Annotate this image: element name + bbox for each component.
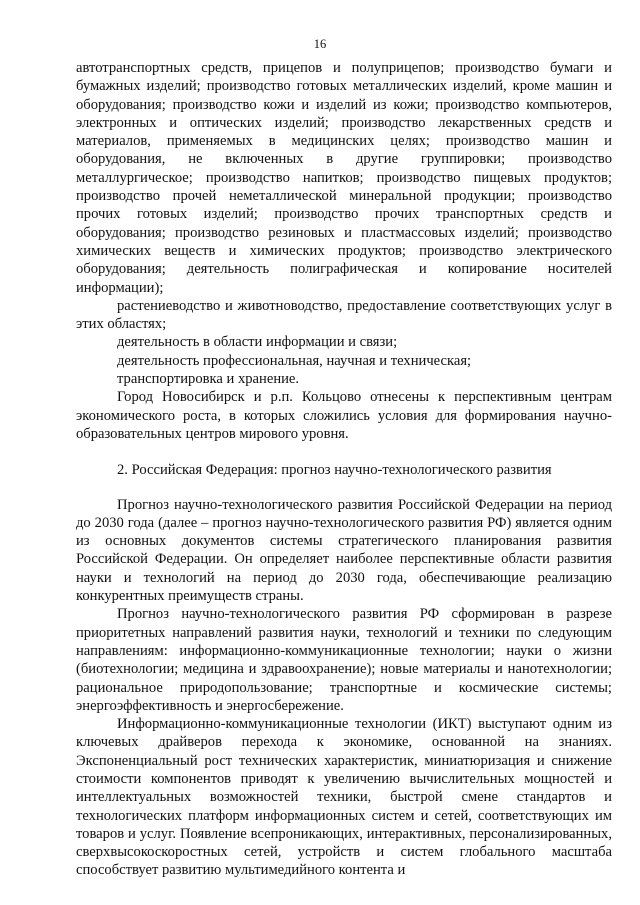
spacer [76, 443, 612, 461]
paragraph-forecast-intro: Прогноз научно-технологического развития Российской Федерации на период до 2030 года (далее – прогноз научно-технологического развития РФ) является одним из основных документов системы стратегического планирования развития Российской Федерации. Он определяет наиболее перспективные области развития науки и технологий на период до 2030 года, обеспечивающие реализацию конкурентных преимуществ страны. [76, 496, 612, 605]
paragraph-agriculture: растениеводство и животноводство, предоставление соответствующих услуг в этих областях; [76, 297, 612, 333]
body-text [76, 59, 612, 880]
section-heading: 2. Российская Федерация: прогноз научно-технологического развития [117, 462, 552, 479]
spacer [76, 480, 612, 496]
paragraph-novosibirsk: Город Новосибирск и р.п. Кольцово отнесены к перспективным центрам экономического роста, в которых сложились условия для формирования научно-образовательных центров мирового уровня. [76, 389, 612, 442]
paragraph-forecast-directions: Прогноз научно-технологического развития РФ сформирован в разрезе приоритетных направлений развития науки, технологий и техники по следующим направлениям: информационно-коммуникационные технологии; науки о жизни (биотехнологии; медицина и здравоохранение); новые материалы и нанотехнологии; рациональное природопользование; транспортные и космические системы; энергоэффективность и энергосбережение. [76, 606, 612, 714]
paragraph-industries-list: автотранспортных средств, прицепов и полуприцепов; производство бумаги и бумажных изделий; производство готовых металлических изделий, кроме машин и оборудования; производство кожи и изделий из кожи; производство компьютеров, электронных и оптических изделий; производство лекарственных средств и материалов, применяемых в медицинских целях; производство машин и оборудования, не включенных в другие группировки; производство металлургическое; производство напитков; производство пищевых продуктов; производство прочей неметаллической минеральной продукции; производство прочих готовых изделий; производство прочих транспортных средств и оборудования; производство резиновых и пластмассовых изделий; производство химических веществ и химических продуктов; производство электрического оборудования; деятельность полиграфическая и копирование носителей информации); [76, 60, 612, 296]
paragraph-professional-activity: деятельность профессиональная, научная и техническая; [117, 352, 472, 369]
page-number: 16 [313, 37, 327, 51]
paragraph-transport-storage: транспортировка и хранение. [117, 371, 300, 388]
paragraph-info-communication: деятельность в области информации и связи; [117, 334, 398, 351]
paragraph-ict: Информационно-коммуникационные технологии (ИКТ) выступают одним из ключевых драйверов перехода к экономике, основанной на знаниях. Экспоненциальный рост технических характеристик, миниатюризация и снижение стоимости компонентов приводят к увеличению вычислительных мощностей и интеллектуальных возможностей техники, быстрой смене стандартов и технологических платформ информационных систем и сетей, соответствующих им товаров и услуг. Появление всепроникающих, интерактивных, персонализированных, сверхвысокоскоростных сетей, устройств и систем глобального масштаба способствует развитию мультимедийного контента и [76, 716, 612, 879]
